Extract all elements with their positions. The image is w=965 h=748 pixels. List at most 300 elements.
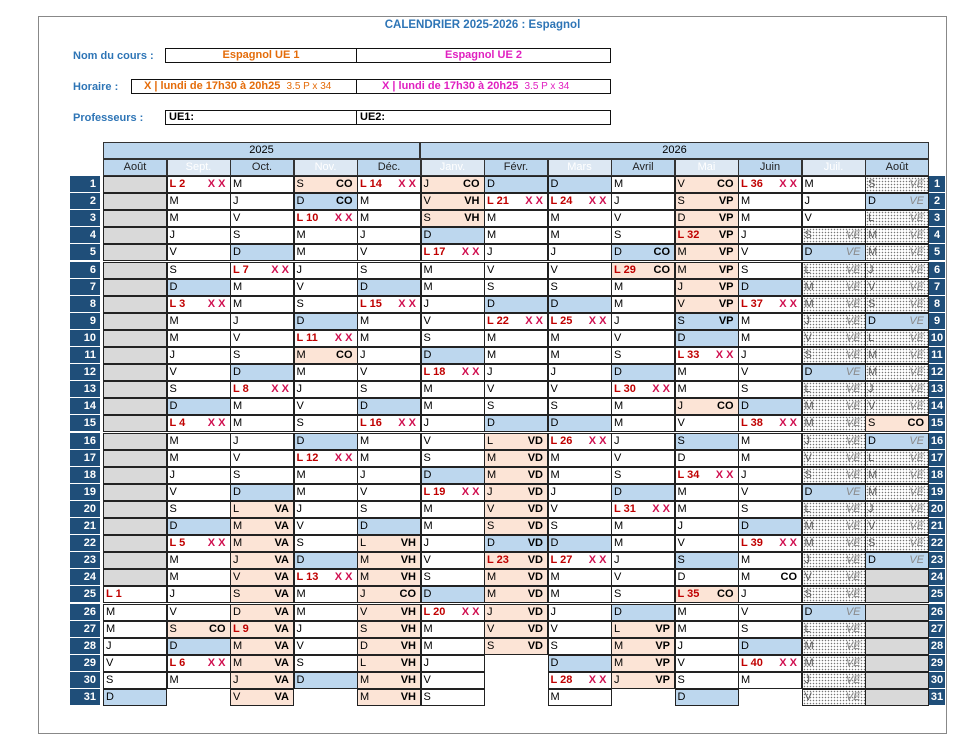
day-cell[interactable]	[294, 244, 358, 261]
day-cell[interactable]	[675, 398, 739, 415]
day-cell[interactable]	[484, 450, 548, 467]
day-cell[interactable]	[548, 210, 612, 227]
day-cell[interactable]	[611, 450, 675, 467]
day-cell[interactable]	[421, 244, 485, 261]
day-cell[interactable]	[675, 689, 739, 706]
day-cell[interactable]	[103, 450, 167, 467]
day-cell[interactable]	[167, 604, 231, 621]
day-cell[interactable]	[357, 621, 421, 638]
day-cell[interactable]	[484, 569, 548, 586]
schedule-ue1-field[interactable]	[131, 79, 357, 94]
day-cell[interactable]	[294, 621, 358, 638]
day-cell[interactable]	[484, 193, 548, 210]
day-cell[interactable]	[294, 415, 358, 432]
day-cell[interactable]	[675, 501, 739, 518]
day-cell[interactable]	[421, 689, 485, 706]
day-cell[interactable]	[103, 227, 167, 244]
day-cell[interactable]	[865, 450, 929, 467]
day-cell[interactable]	[103, 415, 167, 432]
day-cell[interactable]	[421, 398, 485, 415]
day-cell[interactable]	[167, 296, 231, 313]
day-cell[interactable]	[421, 586, 485, 603]
day-cell[interactable]	[802, 296, 866, 313]
day-cell[interactable]	[357, 415, 421, 432]
day-cell[interactable]	[738, 535, 802, 552]
day-cell[interactable]	[548, 415, 612, 432]
day-cell[interactable]	[484, 484, 548, 501]
day-cell[interactable]	[294, 450, 358, 467]
day-cell[interactable]	[802, 621, 866, 638]
day-cell[interactable]	[167, 501, 231, 518]
day-cell[interactable]	[675, 672, 739, 689]
day-cell[interactable]	[294, 176, 358, 193]
day-cell[interactable]	[230, 552, 294, 569]
day-cell[interactable]	[802, 518, 866, 535]
day-cell[interactable]	[357, 381, 421, 398]
day-cell[interactable]	[802, 262, 866, 279]
day-cell[interactable]	[167, 381, 231, 398]
day-cell[interactable]	[738, 262, 802, 279]
day-cell[interactable]	[548, 398, 612, 415]
teacher-ue2-field[interactable]: UE2:	[356, 110, 611, 125]
day-cell[interactable]	[865, 604, 929, 621]
day-cell[interactable]	[865, 210, 929, 227]
day-cell[interactable]	[294, 210, 358, 227]
day-cell[interactable]	[611, 484, 675, 501]
day-cell[interactable]	[865, 296, 929, 313]
day-cell[interactable]	[675, 433, 739, 450]
day-cell[interactable]	[802, 279, 866, 296]
day-cell[interactable]	[167, 227, 231, 244]
day-cell[interactable]	[421, 467, 485, 484]
day-cell[interactable]	[167, 347, 231, 364]
day-cell[interactable]	[357, 244, 421, 261]
day-cell[interactable]	[802, 501, 866, 518]
day-cell[interactable]	[357, 569, 421, 586]
day-cell[interactable]	[802, 227, 866, 244]
day-cell[interactable]	[230, 689, 294, 706]
day-cell[interactable]	[484, 313, 548, 330]
day-cell[interactable]	[421, 262, 485, 279]
day-cell[interactable]	[294, 604, 358, 621]
day-cell[interactable]	[230, 296, 294, 313]
day-cell[interactable]	[230, 210, 294, 227]
day-cell[interactable]	[548, 364, 612, 381]
day-cell[interactable]	[484, 279, 548, 296]
day-cell[interactable]	[421, 364, 485, 381]
day-cell[interactable]	[802, 176, 866, 193]
day-cell[interactable]	[865, 552, 929, 569]
day-cell[interactable]	[230, 364, 294, 381]
day-cell[interactable]	[103, 484, 167, 501]
day-cell[interactable]	[230, 535, 294, 552]
day-cell[interactable]	[357, 398, 421, 415]
day-cell[interactable]	[675, 552, 739, 569]
day-cell[interactable]	[865, 501, 929, 518]
day-cell[interactable]	[294, 433, 358, 450]
day-cell[interactable]	[357, 262, 421, 279]
day-cell[interactable]	[167, 313, 231, 330]
day-cell[interactable]	[802, 415, 866, 432]
day-cell[interactable]	[167, 535, 231, 552]
day-cell[interactable]	[294, 193, 358, 210]
day-cell[interactable]	[357, 450, 421, 467]
day-cell[interactable]	[865, 569, 929, 586]
day-cell[interactable]	[802, 347, 866, 364]
day-cell[interactable]	[738, 569, 802, 586]
day-cell[interactable]	[611, 415, 675, 432]
day-cell[interactable]	[103, 296, 167, 313]
day-cell[interactable]	[548, 621, 612, 638]
day-cell[interactable]	[611, 535, 675, 552]
day-cell[interactable]	[675, 621, 739, 638]
day-cell[interactable]	[357, 586, 421, 603]
day-cell[interactable]	[230, 279, 294, 296]
day-cell[interactable]	[738, 313, 802, 330]
day-cell[interactable]	[865, 638, 929, 655]
day-cell[interactable]	[103, 569, 167, 586]
day-cell[interactable]	[103, 689, 167, 706]
day-cell[interactable]	[802, 689, 866, 706]
day-cell[interactable]	[802, 484, 866, 501]
day-cell[interactable]	[103, 501, 167, 518]
day-cell[interactable]	[103, 552, 167, 569]
day-cell[interactable]	[357, 552, 421, 569]
day-cell[interactable]	[738, 552, 802, 569]
day-cell[interactable]	[103, 467, 167, 484]
day-cell[interactable]	[484, 586, 548, 603]
day-cell[interactable]	[738, 621, 802, 638]
day-cell[interactable]	[865, 484, 929, 501]
day-cell[interactable]	[484, 364, 548, 381]
day-cell[interactable]	[548, 433, 612, 450]
day-cell[interactable]	[230, 398, 294, 415]
day-cell[interactable]	[611, 501, 675, 518]
day-cell[interactable]	[357, 535, 421, 552]
day-cell[interactable]	[357, 347, 421, 364]
day-cell[interactable]	[738, 672, 802, 689]
day-cell[interactable]	[357, 467, 421, 484]
day-cell[interactable]	[802, 330, 866, 347]
day-cell[interactable]	[548, 193, 612, 210]
day-cell[interactable]	[357, 604, 421, 621]
day-cell[interactable]	[675, 210, 739, 227]
day-cell[interactable]	[484, 433, 548, 450]
day-cell[interactable]	[421, 296, 485, 313]
day-cell[interactable]	[738, 398, 802, 415]
day-cell[interactable]	[167, 244, 231, 261]
day-cell[interactable]	[357, 313, 421, 330]
day-cell[interactable]	[103, 433, 167, 450]
day-cell[interactable]	[294, 484, 358, 501]
day-cell[interactable]	[865, 535, 929, 552]
day-cell[interactable]	[802, 586, 866, 603]
day-cell[interactable]	[484, 604, 548, 621]
day-cell[interactable]	[357, 176, 421, 193]
day-cell[interactable]	[103, 621, 167, 638]
day-cell[interactable]	[484, 552, 548, 569]
day-cell[interactable]	[230, 655, 294, 672]
day-cell[interactable]	[294, 552, 358, 569]
day-cell[interactable]	[294, 655, 358, 672]
day-cell[interactable]	[484, 638, 548, 655]
day-cell[interactable]	[675, 244, 739, 261]
day-cell[interactable]	[103, 381, 167, 398]
day-cell[interactable]	[548, 638, 612, 655]
day-cell[interactable]	[421, 569, 485, 586]
day-cell[interactable]	[675, 227, 739, 244]
day-cell[interactable]	[738, 193, 802, 210]
day-cell[interactable]	[167, 655, 231, 672]
day-cell[interactable]	[103, 210, 167, 227]
day-cell[interactable]	[611, 398, 675, 415]
day-cell[interactable]	[675, 655, 739, 672]
day-cell[interactable]	[675, 604, 739, 621]
day-cell[interactable]	[675, 467, 739, 484]
day-cell[interactable]	[738, 210, 802, 227]
day-cell[interactable]	[484, 262, 548, 279]
day-cell[interactable]	[230, 313, 294, 330]
day-cell[interactable]	[548, 381, 612, 398]
day-cell[interactable]	[548, 604, 612, 621]
day-cell[interactable]	[167, 586, 231, 603]
day-cell[interactable]	[611, 193, 675, 210]
day-cell[interactable]	[167, 450, 231, 467]
day-cell[interactable]	[421, 415, 485, 432]
day-cell[interactable]	[611, 262, 675, 279]
day-cell[interactable]	[294, 347, 358, 364]
teacher-ue1-field[interactable]: UE1:	[165, 110, 357, 125]
day-cell[interactable]	[103, 672, 167, 689]
day-cell[interactable]	[421, 330, 485, 347]
day-cell[interactable]	[802, 313, 866, 330]
day-cell[interactable]	[230, 586, 294, 603]
day-cell[interactable]	[421, 672, 485, 689]
day-cell[interactable]	[802, 381, 866, 398]
day-cell[interactable]	[802, 535, 866, 552]
day-cell[interactable]	[484, 176, 548, 193]
course-ue1-field[interactable]: Espagnol UE 1	[165, 48, 357, 63]
day-cell[interactable]	[865, 381, 929, 398]
day-cell[interactable]	[548, 655, 612, 672]
day-cell[interactable]	[103, 655, 167, 672]
day-cell[interactable]	[230, 330, 294, 347]
day-cell[interactable]	[357, 330, 421, 347]
day-cell[interactable]	[103, 535, 167, 552]
day-cell[interactable]	[103, 364, 167, 381]
day-cell[interactable]	[865, 586, 929, 603]
day-cell[interactable]	[865, 227, 929, 244]
day-cell[interactable]	[357, 689, 421, 706]
day-cell[interactable]	[230, 227, 294, 244]
day-cell[interactable]	[738, 364, 802, 381]
day-cell[interactable]	[548, 484, 612, 501]
day-cell[interactable]	[357, 518, 421, 535]
day-cell[interactable]	[230, 501, 294, 518]
day-cell[interactable]	[865, 672, 929, 689]
day-cell[interactable]	[548, 501, 612, 518]
day-cell[interactable]	[230, 518, 294, 535]
day-cell[interactable]	[675, 279, 739, 296]
day-cell[interactable]	[421, 535, 485, 552]
day-cell[interactable]	[548, 227, 612, 244]
day-cell[interactable]	[865, 621, 929, 638]
day-cell[interactable]	[103, 244, 167, 261]
day-cell[interactable]	[421, 347, 485, 364]
day-cell[interactable]	[865, 689, 929, 706]
day-cell[interactable]	[675, 313, 739, 330]
day-cell[interactable]	[421, 552, 485, 569]
day-cell[interactable]	[421, 433, 485, 450]
day-cell[interactable]	[738, 279, 802, 296]
day-cell[interactable]	[484, 296, 548, 313]
day-cell[interactable]	[103, 518, 167, 535]
day-cell[interactable]	[738, 415, 802, 432]
day-cell[interactable]	[103, 604, 167, 621]
day-cell[interactable]	[738, 484, 802, 501]
day-cell[interactable]	[484, 535, 548, 552]
day-cell[interactable]	[357, 655, 421, 672]
day-cell[interactable]	[611, 467, 675, 484]
day-cell[interactable]	[357, 672, 421, 689]
day-cell[interactable]	[357, 193, 421, 210]
day-cell[interactable]	[865, 655, 929, 672]
day-cell[interactable]	[230, 176, 294, 193]
day-cell[interactable]	[167, 210, 231, 227]
day-cell[interactable]	[675, 569, 739, 586]
day-cell[interactable]	[548, 672, 612, 689]
day-cell[interactable]	[611, 330, 675, 347]
day-cell[interactable]	[294, 569, 358, 586]
day-cell[interactable]	[357, 296, 421, 313]
day-cell[interactable]	[548, 279, 612, 296]
day-cell[interactable]	[802, 604, 866, 621]
day-cell[interactable]	[865, 279, 929, 296]
day-cell[interactable]	[484, 210, 548, 227]
day-cell[interactable]	[357, 638, 421, 655]
day-cell[interactable]	[103, 586, 167, 603]
day-cell[interactable]	[738, 176, 802, 193]
day-cell[interactable]	[611, 552, 675, 569]
day-cell[interactable]	[611, 381, 675, 398]
day-cell[interactable]	[421, 484, 485, 501]
day-cell[interactable]	[167, 467, 231, 484]
day-cell[interactable]	[230, 381, 294, 398]
day-cell[interactable]	[421, 638, 485, 655]
day-cell[interactable]	[611, 433, 675, 450]
day-cell[interactable]	[167, 518, 231, 535]
day-cell[interactable]	[421, 621, 485, 638]
day-cell[interactable]	[103, 638, 167, 655]
day-cell[interactable]	[738, 227, 802, 244]
day-cell[interactable]	[611, 244, 675, 261]
day-cell[interactable]	[738, 638, 802, 655]
day-cell[interactable]	[167, 176, 231, 193]
day-cell[interactable]	[611, 621, 675, 638]
day-cell[interactable]	[421, 604, 485, 621]
day-cell[interactable]	[738, 586, 802, 603]
day-cell[interactable]	[865, 467, 929, 484]
day-cell[interactable]	[548, 296, 612, 313]
day-cell[interactable]	[738, 381, 802, 398]
day-cell[interactable]	[421, 210, 485, 227]
day-cell[interactable]	[738, 604, 802, 621]
day-cell[interactable]	[548, 689, 612, 706]
day-cell[interactable]	[294, 313, 358, 330]
day-cell[interactable]	[738, 518, 802, 535]
day-cell[interactable]	[103, 313, 167, 330]
day-cell[interactable]	[484, 518, 548, 535]
day-cell[interactable]	[421, 450, 485, 467]
day-cell[interactable]	[167, 364, 231, 381]
day-cell[interactable]	[675, 193, 739, 210]
day-cell[interactable]	[611, 296, 675, 313]
day-cell[interactable]	[611, 638, 675, 655]
day-cell[interactable]	[230, 484, 294, 501]
day-cell[interactable]	[357, 227, 421, 244]
day-cell[interactable]	[865, 364, 929, 381]
day-cell[interactable]	[421, 518, 485, 535]
day-cell[interactable]	[611, 586, 675, 603]
day-cell[interactable]	[675, 586, 739, 603]
day-cell[interactable]	[294, 535, 358, 552]
day-cell[interactable]	[865, 518, 929, 535]
day-cell[interactable]	[611, 279, 675, 296]
day-cell[interactable]	[484, 501, 548, 518]
day-cell[interactable]	[484, 227, 548, 244]
day-cell[interactable]	[103, 279, 167, 296]
day-cell[interactable]	[738, 347, 802, 364]
day-cell[interactable]	[611, 518, 675, 535]
day-cell[interactable]	[738, 244, 802, 261]
day-cell[interactable]	[675, 262, 739, 279]
day-cell[interactable]	[357, 501, 421, 518]
day-cell[interactable]	[484, 347, 548, 364]
day-cell[interactable]	[230, 467, 294, 484]
day-cell[interactable]	[548, 450, 612, 467]
day-cell[interactable]	[611, 364, 675, 381]
day-cell[interactable]	[484, 467, 548, 484]
day-cell[interactable]	[357, 364, 421, 381]
day-cell[interactable]	[865, 330, 929, 347]
day-cell[interactable]	[548, 518, 612, 535]
day-cell[interactable]	[548, 244, 612, 261]
day-cell[interactable]	[738, 501, 802, 518]
day-cell[interactable]	[611, 210, 675, 227]
day-cell[interactable]	[548, 569, 612, 586]
day-cell[interactable]	[230, 262, 294, 279]
day-cell[interactable]	[230, 638, 294, 655]
day-cell[interactable]	[167, 552, 231, 569]
day-cell[interactable]	[484, 398, 548, 415]
day-cell[interactable]	[357, 484, 421, 501]
day-cell[interactable]	[865, 415, 929, 432]
day-cell[interactable]	[802, 467, 866, 484]
day-cell[interactable]	[675, 330, 739, 347]
day-cell[interactable]	[675, 347, 739, 364]
day-cell[interactable]	[802, 244, 866, 261]
day-cell[interactable]	[548, 347, 612, 364]
day-cell[interactable]	[167, 433, 231, 450]
day-cell[interactable]	[167, 262, 231, 279]
day-cell[interactable]	[103, 347, 167, 364]
day-cell[interactable]	[230, 433, 294, 450]
day-cell[interactable]	[738, 296, 802, 313]
day-cell[interactable]	[294, 501, 358, 518]
day-cell[interactable]	[230, 347, 294, 364]
course-ue2-field[interactable]: Espagnol UE 2	[356, 48, 611, 63]
day-cell[interactable]	[167, 672, 231, 689]
